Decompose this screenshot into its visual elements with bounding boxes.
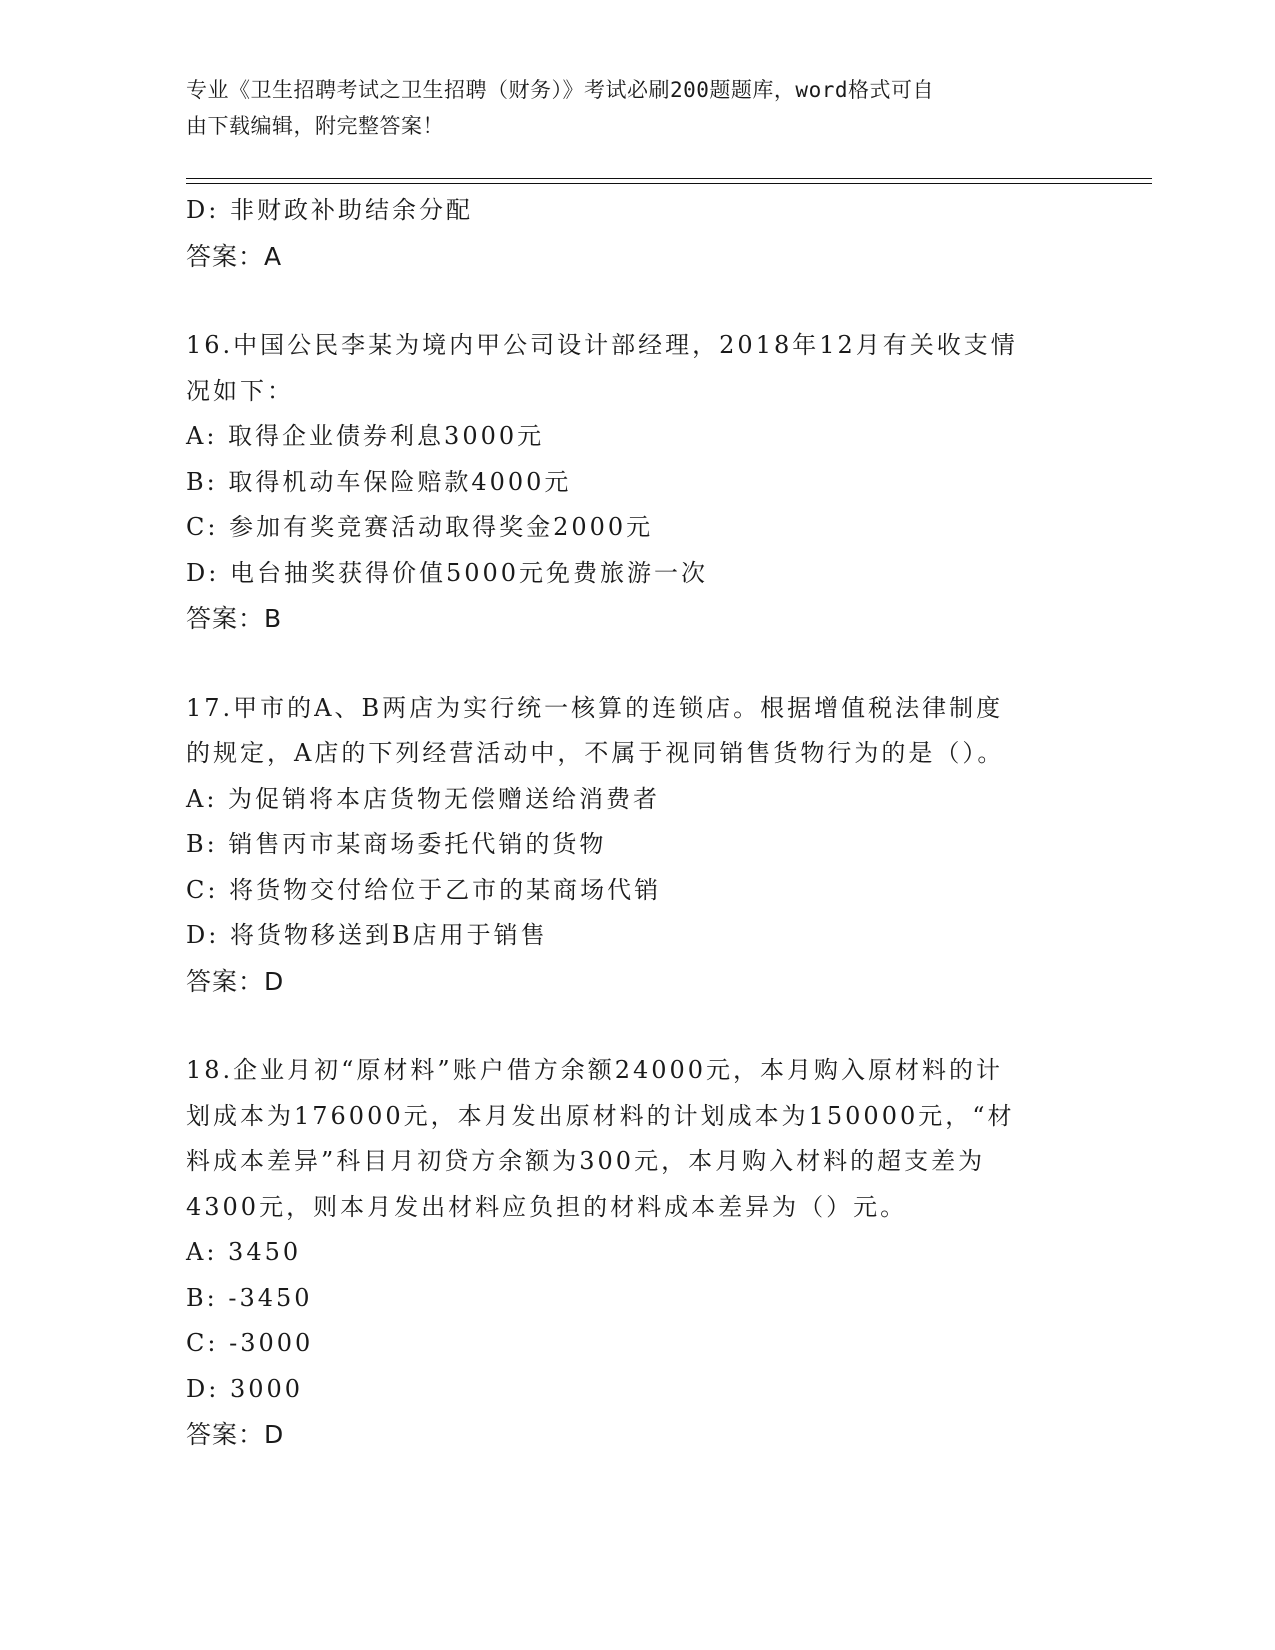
question-stem-line: 4300元，则本月发出材料应负担的材料成本差异为（）元。 (186, 1192, 908, 1221)
option-d: D: 3000 (186, 1374, 304, 1403)
question-16 (186, 323, 1086, 642)
question-18 (186, 1048, 1086, 1458)
question-stem-line: 18.企业月初“原材料”账户借方余额24000元，本月购入原材料的计 (186, 1056, 1004, 1084)
answer-label: 答案：B (186, 604, 283, 633)
question-stem-line: 料成本差异”科目月初贷方余额为300元，本月购入材料的超支差为 (186, 1147, 986, 1175)
spacer (186, 1004, 1086, 1048)
option-a: A: 3450 (186, 1238, 302, 1266)
header-line-2: 由下载编辑，附完整答案！ (186, 114, 444, 138)
answer-label: 答案：D (186, 1420, 285, 1449)
spacer (186, 279, 1086, 323)
question-17 (186, 686, 1086, 1005)
option-b: B: -3450 (186, 1283, 313, 1312)
option-d: D: 将货物移送到B店用于销售 (186, 921, 548, 949)
question-list (186, 188, 1086, 1458)
option-d: D: 电台抽奖获得价值5000元免费旅游一次 (186, 558, 709, 587)
option-c: C: 将货物交付给位于乙市的某商场代销 (186, 875, 662, 904)
answer-label: 答案：A (186, 241, 283, 271)
question-stem-line: 的规定，A店的下列经营活动中，不属于视同销售货物行为的是（）。 (186, 739, 1005, 767)
spacer (186, 642, 1086, 686)
question-stem-line: 17.甲市的A、B两店为实行统一核算的连锁店。根据增值税法律制度 (186, 693, 1004, 722)
option-b: B: 销售丙市某商场委托代销的货物 (186, 830, 607, 858)
question-stem-line: 况如下： (186, 376, 294, 405)
document-header (186, 72, 1066, 144)
header-divider-bottom (186, 183, 1152, 184)
option-b: B: 取得机动车保险赔款4000元 (186, 467, 572, 496)
question-stem-line: 划成本为176000元，本月发出原材料的计划成本为150000元，“材 (186, 1101, 1015, 1130)
question-stem-line: 16.中国公民李某为境内甲公司设计部经理，2018年12月有关收支情 (186, 331, 1018, 359)
option-d: D: 非财政补助结余分配 (186, 196, 473, 224)
option-c: C: 参加有奖竞赛活动取得奖金2000元 (186, 513, 654, 541)
option-a: A: 取得企业债券利息3000元 (186, 422, 545, 450)
option-a: A: 为促销将本店货物无偿赠送给消费者 (186, 784, 661, 813)
answer-label: 答案：D (186, 966, 285, 996)
header-line-1: 专业《卫生招聘考试之卫生招聘（财务）》考试必刷200题题库，word格式可自 (186, 78, 934, 102)
question-15-tail (186, 188, 1086, 279)
option-c: C: -3000 (186, 1329, 314, 1357)
header-divider-top (186, 178, 1152, 179)
